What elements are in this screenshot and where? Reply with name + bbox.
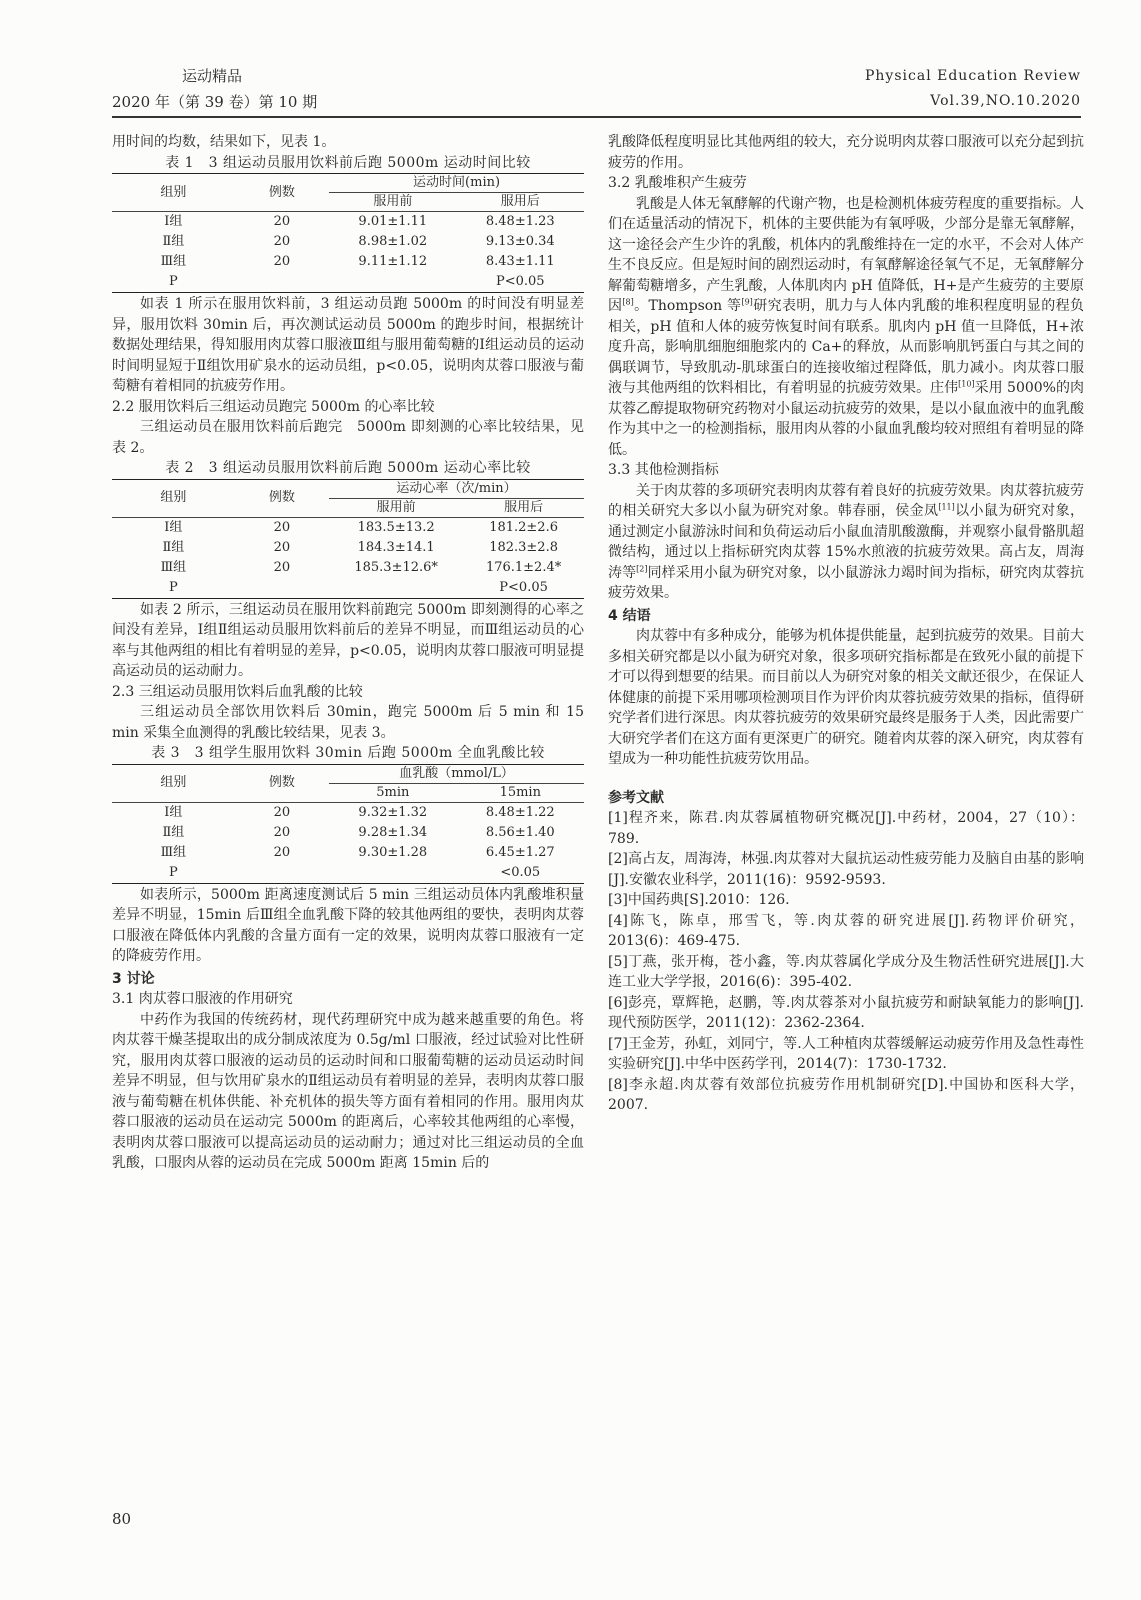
issue-info-cn: 2020 年（第 39 卷）第 10 期 <box>112 93 318 111</box>
table-header: 15min <box>457 783 584 802</box>
paragraph: 乳酸降低程度明显比其他两组的较大，充分说明肉苁蓉口服液可以充分起到抗疲劳的作用。 <box>608 134 1084 171</box>
section-heading: 3.2 乳酸堆积产生疲劳 <box>608 175 747 191</box>
references-title: 参考文献 <box>608 789 664 806</box>
table-row: P <0.05 <box>168 864 541 880</box>
reference-item: [7]王金芳，孙虹，刘同宁，等.人工种植肉苁蓉缓解运动疲劳作用及急性毒性实验研究[J].中华中医药学刊，2014(7)：1730-1732. <box>608 1035 1084 1072</box>
table-header: 服用前 <box>329 193 456 212</box>
table-row: Ⅱ组 20 9.28±1.34 8.56±1.40 <box>162 824 555 840</box>
reference-item: [3]中国药典[S].2010：126. <box>608 892 790 908</box>
table-header: 服用前 <box>329 498 463 517</box>
table-3-caption: 表 3 3 组学生服用饮料 30min 后跑 5000m 全血乳酸比较 <box>151 745 545 761</box>
table-header: 例数 <box>235 479 329 517</box>
section-heading: 3.1 肉苁蓉口服液的作用研究 <box>112 991 293 1007</box>
table-row: P P<0.05 <box>168 579 548 595</box>
paragraph: 如表所示，5000m 距离速度测试后 5 min 三组运动员体内乳酸堆积量差异不明显，15min 后Ⅲ组全血乳酸下降的较其他两组的要快，表明肉苁蓉口服液在降低体内乳酸的含量方面有一定的效果，说明肉苁蓉口服液有一定的降疲劳作用。 <box>112 886 584 964</box>
table-header: 运动心率（次/min） <box>329 479 584 498</box>
table-row: Ⅰ组 20 183.5±13.2 181.2±2.6 <box>164 519 558 535</box>
table-row: Ⅱ组 20 8.98±1.02 9.13±0.34 <box>162 234 555 249</box>
citation: [9] <box>741 297 753 307</box>
table-header: 服用后 <box>457 193 584 212</box>
table-header: 组别 <box>112 479 235 517</box>
citation: [2] <box>636 563 648 573</box>
table-header: 例数 <box>235 174 329 212</box>
reference-item: [5]丁燕，张开梅，苍小鑫，等.肉苁蓉属化学成分及生物活性研究进展[J].大连工业大学学报，2016(6)：395-402. <box>608 953 1084 990</box>
table-row: Ⅲ组 20 9.30±1.28 6.45±1.27 <box>160 844 555 860</box>
reference-item: [6]彭亮，覃辉艳，赵鹏，等.肉苁蓉茶对小鼠抗疲劳和耐缺氧能力的影响[J].现代预防医学，2011(12)：2362-2364. <box>608 994 1084 1031</box>
table-header: 血乳酸（mmol/L） <box>329 764 584 783</box>
section-heading: 3.3 其他检测指标 <box>608 462 719 478</box>
reference-item: [1]程齐来，陈君.肉苁蓉属植物研究概况[J].中药材，2004，27（10）：789. <box>608 810 1084 847</box>
table-header: 组别 <box>112 764 235 802</box>
section-heading: 2.2 服用饮料后三组运动员跑完 5000m 的心率比较 <box>112 398 435 415</box>
page-number: 80 <box>112 1510 132 1528</box>
citation: [11] <box>938 502 955 512</box>
table-header: 5min <box>329 783 456 802</box>
journal-name-cn: 运动精品 <box>182 67 243 85</box>
table-1 <box>112 173 584 293</box>
paragraph: 肉苁蓉中有多种成分，能够为机体提供能量，起到抗疲劳的效果。目前大多相关研究都是以小鼠为研究对象，很多项研究指标都是在致死小鼠的前提下才可以得到想要的结果。而目前以人为研究对象的相关文献还很少，在保证人体健康的前提下采用哪项检测项目作为评价肉苁蓉抗疲劳效果的指标，值得研究学者们进行深思。肉苁蓉抗疲劳的效果研究最终是服务于人类，因此需要广大研究学者们在这方面有更深更广的研究。随着肉苁蓉的深入研究，肉苁蓉有望成为一种功能性抗疲劳饮用品。 <box>608 628 1084 767</box>
paragraph: 三组运动员全部饮用饮料后 30min，跑完 5000m 后 5 min 和 15 min 采集全血测得的乳酸比较结果，见表 3。 <box>112 704 584 741</box>
section-heading: 3 讨论 <box>112 970 155 987</box>
table-row: Ⅲ组 20 185.3±12.6* 176.1±2.4* <box>160 559 562 575</box>
table-header: 例数 <box>235 764 329 802</box>
table-row: Ⅱ组 20 184.3±14.1 182.3±2.8 <box>162 539 558 555</box>
table-1-caption: 表 1 3 组运动员服用饮料前后跑 5000m 运动时间比较 <box>165 154 531 171</box>
table-row: P P<0.05 <box>168 274 545 289</box>
table-row: Ⅰ组 20 9.01±1.11 8.48±1.23 <box>164 214 555 229</box>
section-heading: 4 结语 <box>608 607 651 624</box>
table-header: 服用后 <box>463 498 584 517</box>
reference-item: [4]陈飞，陈卓，邢雪飞，等.肉苁蓉的研究进展[J].药物评价研究，2013(6)：469-475. <box>608 912 1084 949</box>
running-header <box>112 60 1081 118</box>
paragraph: 三组运动员在服用饮料前后跑完 5000m 即刻测的心率比较结果，见表 2。 <box>112 419 584 456</box>
section-heading: 2.3 三组运动员服用饮料后血乳酸的比较 <box>112 683 363 700</box>
table-header: 运动时间(min) <box>329 174 584 193</box>
issue-info-en: Vol.39,NO.10.2020 <box>930 93 1081 109</box>
table-2 <box>112 479 584 599</box>
paragraph: 中药作为我国的传统药材，现代药理研究中成为越来越重要的角色。将肉苁蓉干燥茎提取出的成分制成浓度为 0.5g/ml 口服液，经过试验对比性研究，服用肉苁蓉口服液的运动员的运动时间和口服葡萄糖的运动员运动时间差异不明显，但与饮用矿泉水的Ⅱ组运动员有着明显的差异，表明肉苁蓉口服液与葡萄糖在机体供能、补充机体的损失等方面有着相同的作用。服用肉苁蓉口服液的运动员在运动完 5000m 的距离后，心率较其他两组的心率慢，表明肉苁蓉口服液可以提高运动员的运动耐力；通过对比三组运动员的全血乳酸，口服肉从蓉的运动员在完成 5000m 距离 15min 后的 <box>112 1011 584 1171</box>
paragraph: 如表 1 所示在服用饮料前，3 组运动员跑 5000m 的时间没有明显差异，服用饮料 30min 后，再次测试运动员 5000m 的跑步时间，根据统计数据处理结果，得知服用肉苁蓉口服液Ⅲ组与服用葡萄糖的Ⅰ组运动员的运动时间明显短于Ⅱ组饮用矿泉水的运动员组，p<0.05，说明肉苁蓉口服液与葡萄糖有着相同的抗疲劳作用。 <box>112 296 584 394</box>
citation: [8] <box>622 297 634 307</box>
right-column <box>608 132 1084 1116</box>
table-3 <box>112 764 584 884</box>
table-row: Ⅲ组 20 9.11±1.12 8.43±1.11 <box>160 254 555 269</box>
paragraph: 乳酸是人体无氧酵解的代谢产物，也是检测机体疲劳程度的重要指标。人们在适量活动的情况下，机体的主要供能为有氧呼吸，少部分是靠无氧酵解，这一途径会产生少许的乳酸，机体内的乳酸维持在一定的水平，不会对人体产生不良反应。但是短时间的剧烈运动时，有氧酵解途径氧气不足，无氧酵解分解葡萄糖增多，产生乳酸，人体肌肉内 pH 值降低，H+是产生疲劳的主要原因[8]。Thompson 等[9]研究表明，肌力与人体内乳酸的堆积程度明显的程负相关，pH 值和人体的疲劳恢复时间有联系。肌肉内 pH 值一旦降低，H+浓度升高，影响肌细胞细胞浆内的 Ca+的释放，从而影响肌钙蛋白与其之间的偶联调节，导致肌动-肌球蛋白的连接收缩过程降低，肌力减小。肉苁蓉口服液与其他两组的饮料相比，有着明显的抗疲劳效果。庄伟[10]采用 5000%的肉苁蓉乙醇提取物研究药物对小鼠运动抗疲劳的效果，是以小鼠血液中的血乳酸作为其中之一的检测指标，服用肉从蓉的小鼠血乳酸均较对照组有着明显的降低。 <box>608 195 1084 458</box>
paragraph: 用时间的均数，结果如下，见表 1。 <box>112 134 336 150</box>
left-column <box>112 132 584 1174</box>
paragraph: 关于肉苁蓉的多项研究表明肉苁蓉有着良好的抗疲劳效果。肉苁蓉抗疲劳的相关研究大多以小鼠为研究对象。韩春丽，侯金凤[11]以小鼠为研究对象，通过测定小鼠游泳时间和负荷运动后小鼠血清肌酸激酶，并观察小鼠骨骼肌超微结构，通过以上指标研究肉苁蓉 15%水煎液的抗疲劳效果。高占友，周海涛等[2]同样采用小鼠为研究对象，以小鼠游泳力竭时间为指标，研究肉苁蓉抗疲劳效果。 <box>608 482 1085 601</box>
journal-name-en: Physical Education Review <box>865 68 1081 84</box>
paragraph: 如表 2 所示，三组运动员在服用饮料前跑完 5000m 即刻测得的心率之间没有差异，Ⅰ组Ⅱ组运动员服用饮料前后的差异不明显，而Ⅲ组运动员的心率与其他两组的相比有着明显的差异，p<0.05，说明肉苁蓉口服液可明显提高运动员的运动耐力。 <box>112 601 584 679</box>
table-row: Ⅰ组 20 9.32±1.32 8.48±1.22 <box>164 804 555 820</box>
reference-item: [8]李永超.肉苁蓉有效部位抗疲劳作用机制研究[D].中国协和医科大学，2007. <box>608 1076 1084 1113</box>
table-2-caption: 表 2 3 组运动员服用饮料前后跑 5000m 运动心率比较 <box>165 460 531 476</box>
table-header: 组别 <box>112 174 235 212</box>
reference-item: [2]高占友，周海涛，林强.肉苁蓉对大鼠抗运动性疲劳能力及脑自由基的影响[J].安徽农业科学，2011(16)：9592-9593. <box>608 851 1084 888</box>
citation: [10] <box>958 379 975 389</box>
